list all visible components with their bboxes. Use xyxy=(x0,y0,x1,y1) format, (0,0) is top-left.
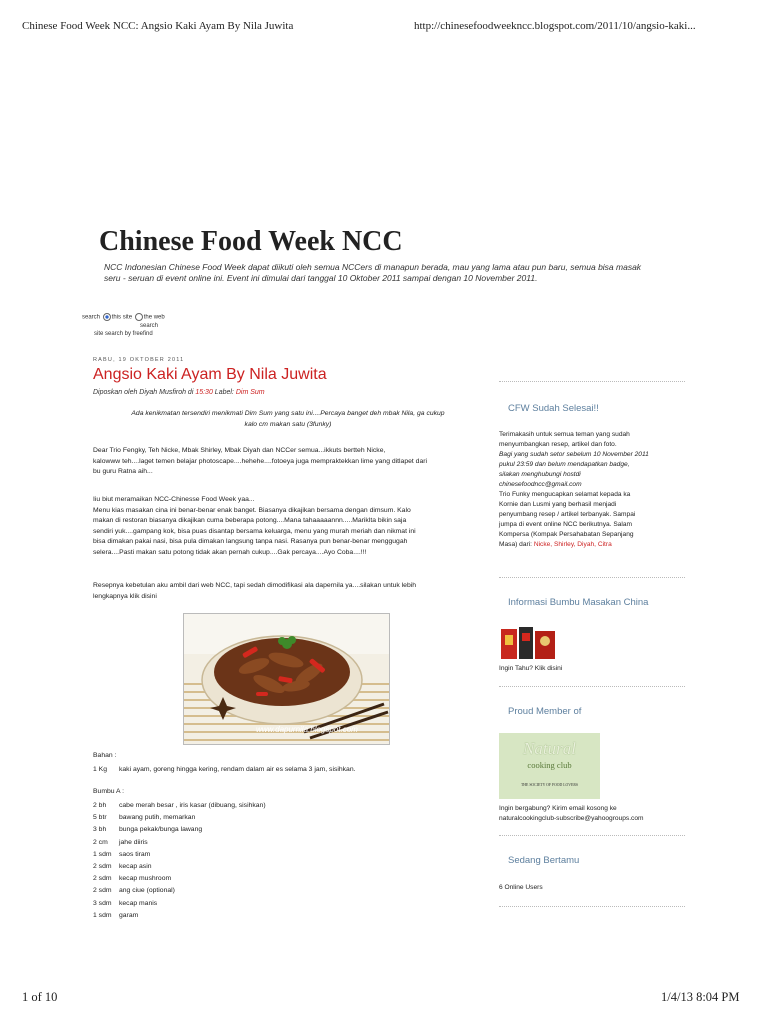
text-line: pukul 23:59 dan belum mendapatkan badge, xyxy=(499,461,630,468)
search-powered-by[interactable]: site search by freefind xyxy=(94,330,153,337)
bahan-qty: 1 Kg xyxy=(93,766,107,773)
text-line: Bagi yang sudah setor sebelum 10 November 2011 xyxy=(499,451,649,458)
intro-line: kalo cm makan satu (3funky) xyxy=(244,420,332,428)
text-line: silakan menghubungi hostdi xyxy=(499,471,581,478)
print-timestamp: 1/4/13 8:04 PM xyxy=(661,990,740,1004)
sidebar-text-cfw xyxy=(499,430,689,550)
search-widget xyxy=(82,313,165,338)
bahan-heading: Bahan : xyxy=(93,752,117,759)
email-link[interactable]: chinesefoodncc@gmail.com xyxy=(499,481,582,488)
food-photo-drawing xyxy=(184,614,389,744)
text-line: Ingin bergabung? Kirim email kosong ke xyxy=(499,805,617,812)
bumbu-text: jahe diiris xyxy=(119,838,148,846)
text-line: menyumbangkan resep, artikel dan foto. xyxy=(499,441,617,448)
text-line: Dear Trio Fengky, Teh Nicke, Mbak Shirley, Mbak Diyah dan NCCer semua...ikkuts bertteh Nicke, xyxy=(93,447,386,454)
bumbu-item xyxy=(93,802,266,809)
text-line: selera....Pasti makan satu potong tidak akan pernah cukup....Gak percaya....Ayo Coba....!!! xyxy=(93,548,367,556)
sidebar-divider xyxy=(499,577,685,578)
paragraph-description xyxy=(93,495,483,558)
bumbu-item xyxy=(93,887,175,894)
bahan-text: kaki ayam, goreng hingga kering, rendam dalam air es selama 3 jam, sisihkan. xyxy=(119,766,356,773)
text-line xyxy=(499,540,689,550)
post-date: RABU, 19 OKTOBER 2011 xyxy=(93,357,185,363)
text-line: Kompersa (Kompak Persahabatan Sepanjang xyxy=(499,531,634,538)
bumbu-item xyxy=(93,863,152,870)
text-line: Iiu biut meramaikan NCC-Chinesse Food Week yaa... xyxy=(93,496,255,503)
bumbu-text: kecap mushroom xyxy=(119,875,172,883)
bumbu-text: ang ciue (optional) xyxy=(119,887,175,895)
blog-title[interactable]: Chinese Food Week NCC xyxy=(99,226,403,257)
post-meta xyxy=(93,389,265,396)
badge-tagline: THE SOCIETY OF FOOD LOVERS xyxy=(520,783,579,787)
bumbu-products-drawing xyxy=(499,625,557,661)
bumbu-item xyxy=(93,851,150,858)
bumbu-item xyxy=(93,900,157,907)
bumbu-text: garam xyxy=(119,911,139,919)
bumbu-item xyxy=(93,912,138,919)
sidebar-divider xyxy=(499,686,685,687)
radio-the-web-label: the web xyxy=(143,314,165,321)
subscribe-email-link[interactable]: naturalcookingclub-subscribe@yahoogroups.com xyxy=(499,815,644,822)
post-label-prefix: Label: xyxy=(212,389,236,396)
intro-line: Ada kenikmatan tersendiri menikmati Dim Sum yang satu ini....Percaya banget deh mbak Nila, ga cukup xyxy=(131,410,445,417)
bumbu-item xyxy=(93,839,148,846)
sidebar-heading-visitors: Sedang Bertamu xyxy=(508,855,580,866)
text-line: Resepnya kebetulan aku ambil dari web NCC, tapi sedah dimodifikasi ala dapernila ya....silakan untuk lebih xyxy=(93,582,417,589)
text-line: penyumbang resep / artikel terbanyak. Sampai xyxy=(499,511,636,518)
bumbu-text: bunga pekak/bunga lawang xyxy=(119,826,203,834)
bumbu-qty: 1 sdm xyxy=(93,911,112,919)
page-counter: 1 of 10 xyxy=(22,990,58,1004)
sidebar-heading-member: Proud Member of xyxy=(508,706,582,717)
bumbu-item xyxy=(93,875,171,882)
bumbu-item xyxy=(93,814,195,821)
sidebar-heading-cfw: CFW Sudah Selesai!! xyxy=(508,403,599,414)
text-line[interactable]: lengkapnya klik disini xyxy=(93,592,157,600)
bumbu-text: cabe merah besar , iris kasar (dibuang, sisihkan) xyxy=(119,802,266,809)
paragraph-greeting xyxy=(93,446,483,478)
text-line: Kornie dan Lusmi yang berhasil menjadi xyxy=(499,501,617,508)
post-time-link[interactable]: 15:30 xyxy=(195,389,213,396)
bumbu-qty: 3 sdm xyxy=(93,899,112,907)
bumbu-text: bawang putih, memarkan xyxy=(119,814,196,822)
radio-the-web[interactable] xyxy=(135,313,143,321)
bumbu-qty: 5 btr xyxy=(93,814,107,822)
bumbu-qty: 2 bh xyxy=(93,802,107,809)
bumbu-products-image[interactable] xyxy=(499,625,557,661)
text-line: Menu kias masakan cina ini benar-benar enak banget. Biasanya dikajikan bersama dengan dimsum. Kalo xyxy=(93,506,411,514)
bumbu-heading: Bumbu A : xyxy=(93,788,124,795)
online-users-count: 6 Online Users xyxy=(499,884,543,891)
text-line: jumpa di event online NCC berikutnya. Salam xyxy=(499,521,633,528)
search-button[interactable]: search xyxy=(140,322,159,329)
text-line: makan di restoran biasanya dikajikan cuma beberapa potong....Mana tahaaaaannn.....Mariklta bikin saja xyxy=(93,517,407,524)
badge-title: Natural xyxy=(523,739,576,758)
natural-cooking-club-badge[interactable] xyxy=(499,733,600,799)
search-label: search xyxy=(82,314,101,321)
text-line: bu guru Ratna aih... xyxy=(93,468,153,475)
bumbu-qty: 2 sdm xyxy=(93,875,112,883)
bumbu-qty: 1 sdm xyxy=(93,850,112,858)
post-intro xyxy=(93,409,483,430)
radio-this-site-label: this site xyxy=(111,314,133,321)
bumbu-text: kecap asin xyxy=(119,863,152,870)
sidebar-divider xyxy=(499,906,685,907)
bumbu-qty: 3 bh xyxy=(93,826,107,834)
blog-description: NCC Indonesian Chinese Food Week dapat diikuti oleh semua NCCers di manapun berada, mau yang lama atau pun baru, semua bisa masak seru - seruan di event online ini. Event ini dimulai dari tanggal 10 Oktober 2011 sampai dengan 10 November 2011. xyxy=(104,262,642,283)
host-names-link[interactable]: Nicke, Shirley, Diyah, Citra xyxy=(533,541,612,548)
sidebar-divider xyxy=(499,835,685,836)
paragraph-source xyxy=(93,581,483,602)
bumbu-link[interactable]: Ingin Tahu? Klik disini xyxy=(499,665,563,672)
food-photo[interactable] xyxy=(183,613,390,745)
post-author: Diposkan oleh Diyah Musfiroh di xyxy=(93,389,196,396)
bumbu-qty: 2 sdm xyxy=(93,887,112,895)
text-line: Trio Funky mengucapkan selamat kepada ka xyxy=(499,491,631,498)
photo-watermark: www.dapurnila.blogspot.com xyxy=(256,725,358,734)
bumbu-text: kecap manis xyxy=(119,899,158,907)
text-line: bisa dimakan pakai nasi, bisa pula dimakan langsung tanpa nasi. Rasanya pun benar-benar menggugah xyxy=(93,538,408,545)
sidebar-heading-bumbu: Informasi Bumbu Masakan China xyxy=(508,597,649,608)
bumbu-text: saos tiram xyxy=(119,850,151,858)
bumbu-qty: 2 cm xyxy=(93,838,108,846)
bahan-item xyxy=(93,766,356,773)
print-header-title: Chinese Food Week NCC: Angsio Kaki Ayam By Nila Juwita xyxy=(22,20,294,32)
sidebar-text-join xyxy=(499,804,689,824)
text-line: Terimakasih untuk semua teman yang sudah xyxy=(499,431,630,438)
bumbu-item xyxy=(93,826,202,833)
bumbu-qty: 2 sdm xyxy=(93,863,112,870)
post-title[interactable]: Angsio Kaki Ayam By Nila Juwita xyxy=(93,366,327,383)
post-tag-link[interactable]: Dim Sum xyxy=(235,389,265,396)
print-header-url: http://chinesefoodweekncc.blogspot.com/2011/10/angsio-kaki... xyxy=(414,20,696,32)
radio-this-site[interactable] xyxy=(103,313,111,321)
text-line: sendiri yuk....gampang kok, bisa puas disantap bersama keluarga, menu yang murah meriah dan nikmat ini xyxy=(93,527,416,535)
sidebar-divider xyxy=(499,381,685,382)
text-fragment: Masa) dari: xyxy=(499,541,534,548)
badge-subtitle: cooking club xyxy=(527,760,572,770)
text-line: kalowww teh....laget temen belajar photoscape....hehehe....fotoeya juga mempraktekkan lime yang ditlapet dari xyxy=(93,457,427,465)
